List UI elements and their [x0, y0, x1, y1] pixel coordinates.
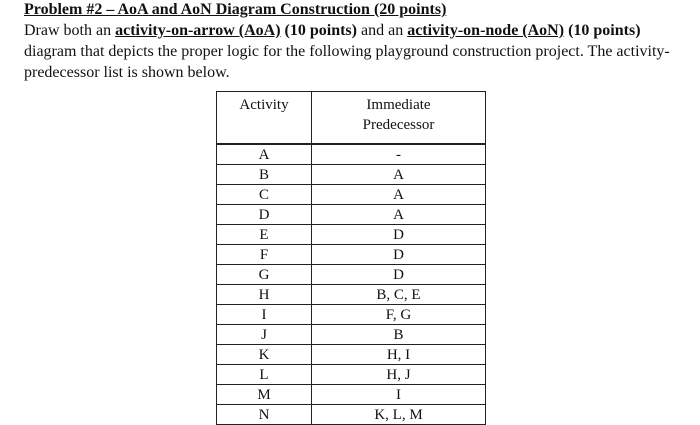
predecessor-cell: B, C, E	[312, 285, 486, 305]
aon-points: (10 points)	[564, 22, 641, 39]
activity-cell: H	[217, 285, 312, 305]
activity-cell: K	[217, 345, 312, 365]
header-activity	[217, 92, 312, 145]
table-row	[217, 385, 486, 405]
activity-predecessor-table	[216, 91, 486, 425]
header-predecessor	[312, 92, 486, 145]
table-row	[217, 225, 486, 245]
table-row	[217, 305, 486, 325]
predecessor-cell: D	[312, 225, 486, 245]
predecessor-cell: H, I	[312, 345, 486, 365]
aon-term: activity-on-node (AoN)	[407, 22, 565, 39]
problem-instructions	[24, 20, 684, 83]
aoa-term: activity-on-arrow (AoA)	[115, 22, 281, 39]
predecessor-cell: H, J	[312, 365, 486, 385]
header-activity-label: Activity	[239, 97, 289, 113]
predecessor-cell: D	[312, 265, 486, 285]
table-row	[217, 144, 486, 165]
activity-cell: N	[217, 405, 312, 425]
activity-cell: J	[217, 325, 312, 345]
aoa-points: (10 points)	[280, 22, 357, 39]
predecessor-cell: A	[312, 165, 486, 185]
predecessor-cell: -	[312, 144, 486, 165]
problem-document	[24, 0, 684, 83]
table-row	[217, 185, 486, 205]
predecessor-cell: I	[312, 385, 486, 405]
header-predecessor-line2: Predecessor	[362, 117, 435, 133]
table-row	[217, 405, 486, 425]
table-row	[217, 205, 486, 225]
activity-cell: A	[217, 144, 312, 165]
table-row	[217, 265, 486, 285]
predecessor-cell: A	[312, 185, 486, 205]
predecessor-cell: A	[312, 205, 486, 225]
activity-cell: L	[217, 365, 312, 385]
predecessor-cell: K, L, M	[312, 405, 486, 425]
table-row	[217, 245, 486, 265]
activity-cell: C	[217, 185, 312, 205]
activity-cell: I	[217, 305, 312, 325]
table-row	[217, 285, 486, 305]
instructions-text-1: Draw both an	[24, 22, 116, 39]
table-body	[217, 144, 486, 425]
activity-cell: F	[217, 245, 312, 265]
header-predecessor-line1: Immediate	[366, 97, 431, 113]
activity-cell: D	[217, 205, 312, 225]
table-row	[217, 345, 486, 365]
instructions-text-2: and an	[356, 22, 408, 39]
activity-cell: E	[217, 225, 312, 245]
predecessor-cell: F, G	[312, 305, 486, 325]
activity-cell: M	[217, 385, 312, 405]
table-row	[217, 325, 486, 345]
table-row	[217, 165, 486, 185]
predecessor-cell: D	[312, 245, 486, 265]
activity-cell: G	[217, 265, 312, 285]
activity-cell: B	[217, 165, 312, 185]
instructions-text-3: diagram that depicts the proper logic for the following playground construction project. The activity-predecessor list is shown below.	[24, 43, 670, 81]
problem-heading: Problem #2 – AoA and AoN Diagram Construction (20 points)	[24, 1, 447, 18]
table-row	[217, 365, 486, 385]
table-header-row	[217, 92, 486, 145]
predecessor-cell: B	[312, 325, 486, 345]
